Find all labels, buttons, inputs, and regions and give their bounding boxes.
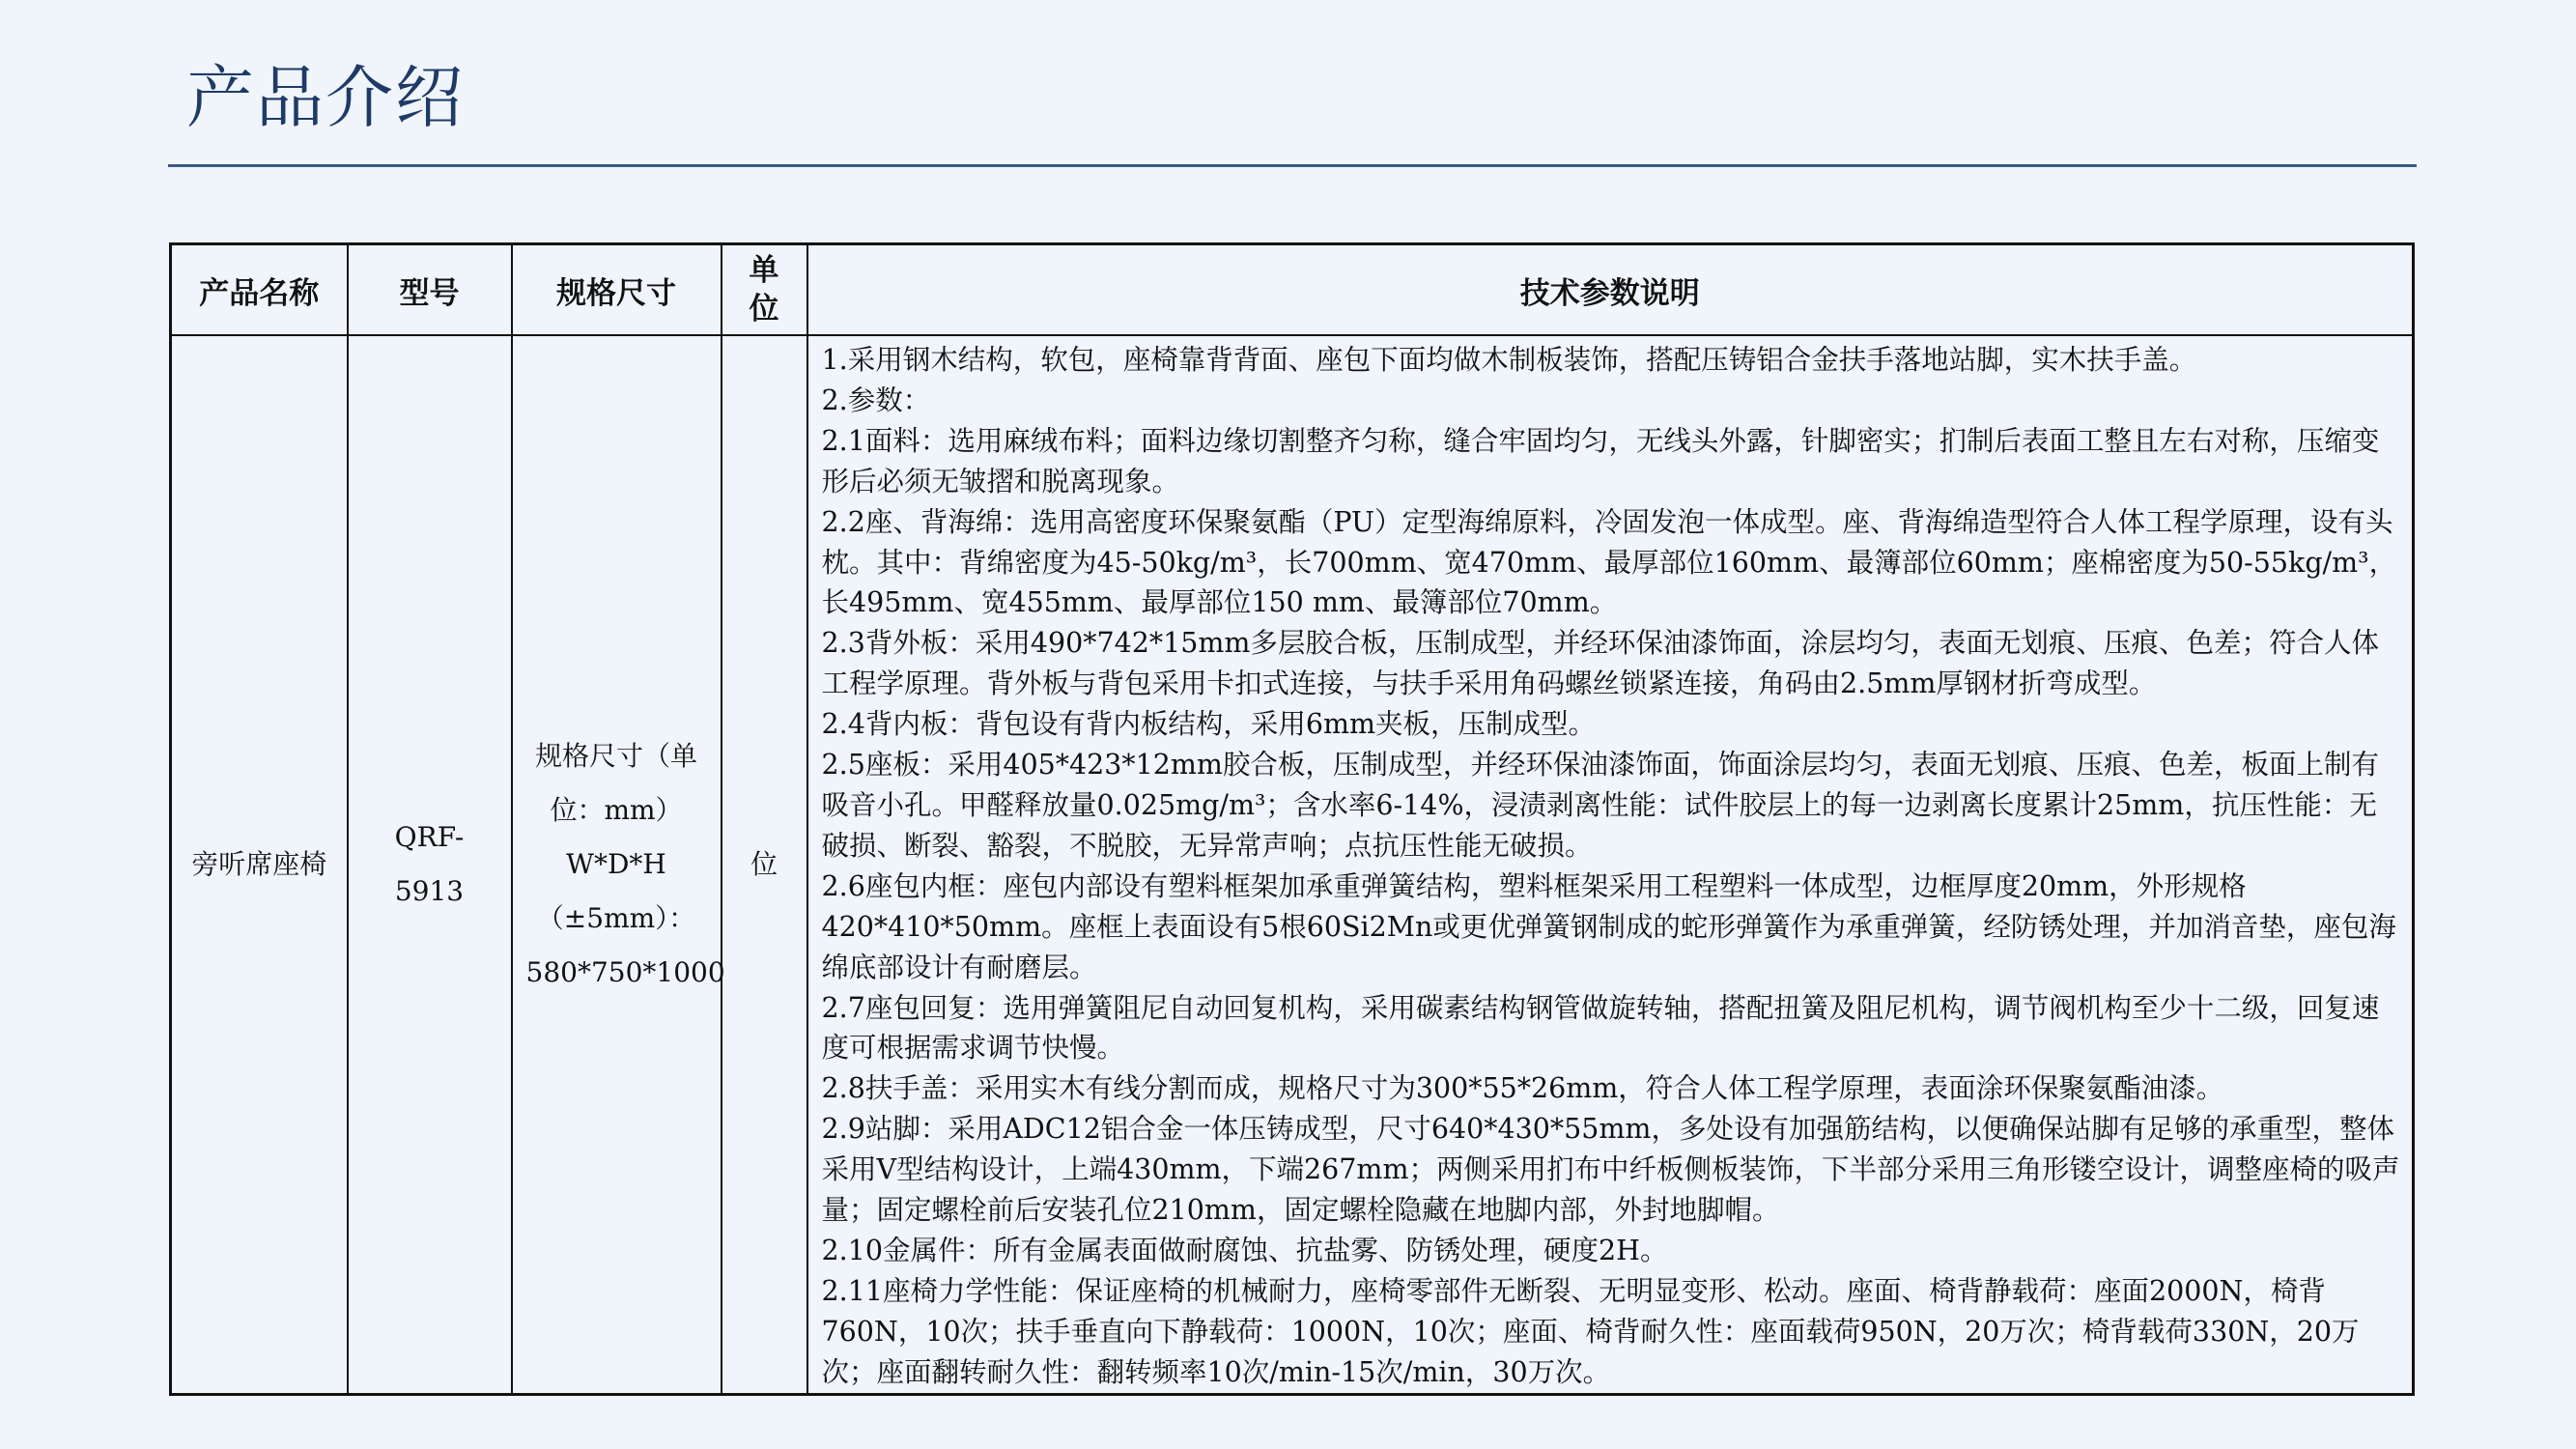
header-size: 规格尺寸 <box>512 244 722 336</box>
header-product-name: 产品名称 <box>171 244 348 336</box>
size-line: （±5mm）： <box>536 901 696 934</box>
title-divider <box>168 164 2417 167</box>
spec-paragraph: 2.9站脚：采用ADC12铝合金一体压铸成型，尺寸640*430*55mm，多处设有加强筋结构，以便确保站脚有足够的承重型，整体采用V型结构设计，上端430mm，下端267mm；两侧采用扪布中纤板侧板装饰，下半部分采用三角形镂空设计，调整座椅的吸声量；固定螺栓前后安装孔位210mm，固定螺栓隐藏在地脚内部，外封地脚帽。 <box>821 1113 2400 1227</box>
size-line: W*D*H <box>566 847 666 880</box>
page-title: 产品介绍 <box>186 58 465 137</box>
spec-paragraph: 1.采用钢木结构，软包，座椅靠背背面、座包下面均做木制板装饰，搭配压铸铝合金扶手落地站脚，实木扶手盖。 <box>821 344 2197 376</box>
cell-size <box>512 335 725 1394</box>
spec-paragraph: 2.8扶手盖：采用实木有线分割而成，规格尺寸为300*55*26mm，符合人体工程学原理，表面涂环保聚氨酯油漆。 <box>821 1072 2224 1105</box>
table-header-row <box>171 244 2414 336</box>
cell-unit: 位 <box>722 335 807 1394</box>
product-spec-table <box>169 242 2415 1396</box>
size-line: 规格尺寸（单 <box>534 739 697 772</box>
spec-paragraph: 2.2座、背海绵：选用高密度环保聚氨酯（PU）定型海绵原料，冷固发泡一体成型。座、背海绵造型符合人体工程学原理，设有头枕。其中：背绵密度为45-50kg/m³，长700mm、宽470mm、最厚部位160mm、最簿部位60mm；座棉密度为50-55kg/m³，长495mm、宽455mm、最厚部位150 mm、最簿部位70mm。 <box>821 505 2397 619</box>
spec-paragraph: 2.1面料：选用麻绒布料；面料边缘切割整齐匀称，缝合牢固均匀，无线头外露，针脚密实；扪制后表面工整且左右对称，压缩变形后必须无皱摺和脱离现象。 <box>821 424 2380 497</box>
cell-spec-description <box>807 335 2414 1394</box>
spec-paragraph: 2.参数： <box>821 384 931 416</box>
spec-paragraph: 2.4背内板：背包设有背内板结构，采用6mm夹板，压制成型。 <box>821 708 1597 741</box>
spec-paragraph: 2.10金属件：所有金属表面做耐腐蚀、抗盐雾、防锈处理，硬度2H。 <box>821 1234 1668 1266</box>
header-unit-line1: 单 <box>749 253 779 288</box>
spec-paragraph: 2.11座椅力学性能：保证座椅的机械耐力，座椅零部件无断裂、无明显变形、松动。座面、椅背静载荷：座面2000N，椅背760N，10次；扶手垂直向下静载荷：1000N，10次；座面、椅背耐久性：座面载荷950N，20万次；椅背载荷330N，20万次；座面翻转耐久性：翻转频率10次/min-15次/min，30万次。 <box>821 1274 2360 1388</box>
header-unit-line2: 位 <box>749 292 779 327</box>
size-line: 580*750*1000 <box>525 955 725 988</box>
spec-paragraph: 2.5座板：采用405*423*12mm胶合板，压制成型，并经环保油漆饰面，饰面涂层均匀，表面无划痕、压痕、色差，板面上制有吸音小孔。甲醛释放量0.025mg/m³；含水率6-14%，浸渍剥离性能：试件胶层上的每一边剥离长度累计25mm，抗压性能：无破损、断裂、豁裂，不脱胶，无异常声响；点抗压性能无破损。 <box>821 749 2379 862</box>
spec-paragraph: 2.6座包内框：座包内部设有塑料框架加承重弹簧结构，塑料框架采用工程塑料一体成型，边框厚度20mm，外形规格420*410*50mm。座框上表面设有5根60Si2Mn或更优弹簧钢制成的蛇形弹簧作为承重弹簧，经防锈处理，并加消音垫，座包海绵底部设计有耐磨层。 <box>821 869 2396 983</box>
header-unit <box>722 244 807 336</box>
header-model: 型号 <box>348 244 512 336</box>
size-line: 位：mm） <box>550 793 683 826</box>
table-row <box>171 335 2414 1394</box>
header-spec: 技术参数说明 <box>807 244 2414 336</box>
spec-paragraph: 2.3背外板：采用490*742*15mm多层胶合板，压制成型，并经环保油漆饰面，涂层均匀，表面无划痕、压痕、色差；符合人体工程学原理。背外板与背包采用卡扣式连接，与扶手采用角码螺丝锁紧连接，角码由2.5mm厚钢材折弯成型。 <box>821 627 2379 700</box>
spec-paragraph: 2.7座包回复：选用弹簧阻尼自动回复机构，采用碳素结构钢管做旋转轴，搭配扭簧及阻尼机构，调节阀机构至少十二级，回复速度可根据需求调节快慢。 <box>821 991 2380 1065</box>
cell-model: QRF-5913 <box>348 335 512 1394</box>
cell-product-name: 旁听席座椅 <box>171 335 348 1394</box>
